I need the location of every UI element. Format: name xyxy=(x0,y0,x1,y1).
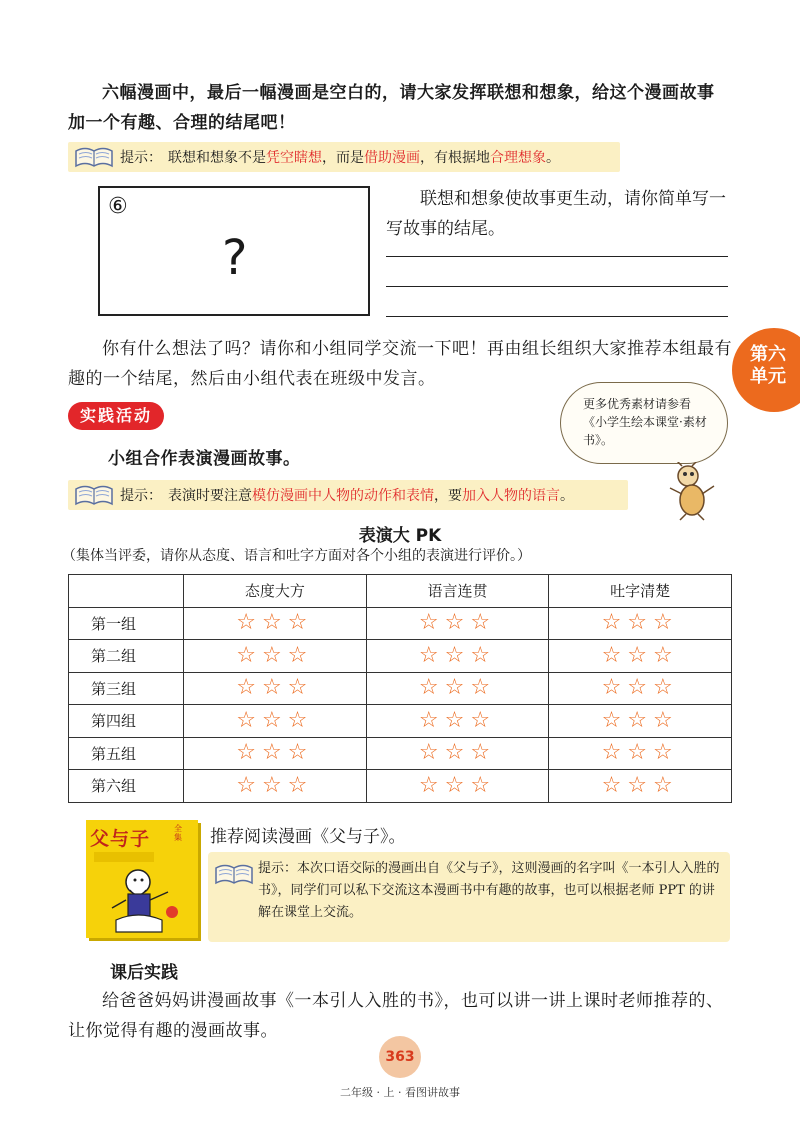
book-icon xyxy=(74,483,114,507)
star-rating-icon[interactable]: ☆☆☆ xyxy=(601,642,679,668)
star-rating-icon[interactable]: ☆☆☆ xyxy=(236,707,314,733)
writing-line[interactable] xyxy=(386,286,728,287)
rating-cell xyxy=(366,737,549,770)
rating-cell xyxy=(549,770,732,803)
rating-cell xyxy=(184,607,367,640)
tip-highlight: 合理想象 xyxy=(490,150,546,166)
practice-activity-badge: 实践活动 xyxy=(68,402,164,430)
intro-text: 六幅漫画中，最后一幅漫画是空白的，请大家发挥联想和想象，给这个漫画故事加一个有趣、合理的结尾吧！ xyxy=(68,83,715,133)
tip-label: 提示： xyxy=(120,488,162,504)
rating-table xyxy=(68,574,732,803)
star-rating-icon[interactable]: ☆☆☆ xyxy=(418,740,497,766)
star-rating-icon[interactable]: ☆☆☆ xyxy=(601,707,679,733)
tip-text: ，有根据地 xyxy=(420,150,490,166)
group-name: 第三组 xyxy=(69,672,184,705)
tip-highlight: 凭空瞎想 xyxy=(266,150,322,166)
table-corner xyxy=(69,575,184,608)
tip-bar-performance xyxy=(68,480,628,510)
tip-bar-imagination xyxy=(68,142,620,172)
page-footer: 二年级 · 上 · 看图讲故事 xyxy=(340,1086,460,1099)
tip-label: 提示： xyxy=(258,861,298,876)
star-rating-icon[interactable]: ☆☆☆ xyxy=(418,642,497,668)
book-icon xyxy=(74,145,114,169)
rating-cell xyxy=(549,737,732,770)
star-rating-icon[interactable]: ☆☆☆ xyxy=(418,675,497,701)
page-number: 363 xyxy=(379,1036,421,1078)
rating-cell xyxy=(366,705,549,738)
cover-illustration-icon xyxy=(86,820,198,938)
table-title: 表演大 PK xyxy=(358,526,442,546)
column-header: 态度大方 xyxy=(184,575,367,608)
unit-tab-line: 第六 xyxy=(750,344,786,365)
writing-line[interactable] xyxy=(386,256,728,257)
star-rating-icon[interactable]: ☆☆☆ xyxy=(601,675,679,701)
rating-cell xyxy=(184,770,367,803)
rating-cell xyxy=(549,705,732,738)
writing-prompt: 联想和想象使故事更生动，请你简单写一写故事的结尾。 xyxy=(386,189,726,239)
bubble-text: 更多优秀素材请参看《小学生绘本课堂·素材书》。 xyxy=(583,397,707,447)
rating-cell xyxy=(549,640,732,673)
tip-highlight: 模仿漫画中人物的动作和表情 xyxy=(252,488,434,504)
after-class-text: 给爸爸妈妈讲漫画故事《一本引人入胜的书》，也可以讲一讲上课时老师推荐的、让你觉得有趣的漫画故事。 xyxy=(68,991,724,1041)
speech-bubble xyxy=(560,382,728,464)
rating-cell xyxy=(184,737,367,770)
star-rating-icon[interactable]: ☆☆☆ xyxy=(236,642,314,668)
blank-comic-panel xyxy=(98,186,370,316)
rating-cell xyxy=(549,607,732,640)
book-cover-image xyxy=(86,820,198,938)
tip-text: 。 xyxy=(546,150,560,166)
column-header: 吐字清楚 xyxy=(549,575,732,608)
tip-highlight: 加入人物的语言 xyxy=(462,488,560,504)
after-class-heading: 课后实践 xyxy=(110,963,178,983)
star-rating-icon[interactable]: ☆☆☆ xyxy=(418,610,497,636)
discussion-text: 你有什么想法了吗？请你和小组同学交流一下吧！再由组长组织大家推荐本组最有趣的一个结尾，然后由小组代表在班级中发言。 xyxy=(68,339,732,389)
table-note: （集体当评委，请你从态度、语言和吐字方面对各个小组的表演进行评价。） xyxy=(62,548,531,564)
book-icon xyxy=(214,862,254,886)
tip-label: 提示： xyxy=(120,150,162,166)
table-row xyxy=(69,607,732,640)
group-name: 第五组 xyxy=(69,737,184,770)
rating-cell xyxy=(366,770,549,803)
table-row xyxy=(69,770,732,803)
star-rating-icon[interactable]: ☆☆☆ xyxy=(236,610,314,636)
tip-text: ，而是 xyxy=(322,150,364,166)
group-name: 第六组 xyxy=(69,770,184,803)
tip-text: ，要 xyxy=(434,488,462,504)
table-row xyxy=(69,672,732,705)
table-row xyxy=(69,737,732,770)
rating-cell xyxy=(184,672,367,705)
star-rating-icon[interactable]: ☆☆☆ xyxy=(236,675,314,701)
practice-task-text: 小组合作表演漫画故事。 xyxy=(108,449,301,469)
group-name: 第一组 xyxy=(69,607,184,640)
table-header-row xyxy=(69,575,732,608)
rating-cell xyxy=(366,607,549,640)
star-rating-icon[interactable]: ☆☆☆ xyxy=(601,740,679,766)
star-rating-icon[interactable]: ☆☆☆ xyxy=(236,772,314,798)
tip-text: 本次口语交际的漫画出自《父与子》，这则漫画的名字叫《一本引人入胜的书》，同学们可以私下交流这本漫画书中有趣的故事，也可以根据老师 PPT 的讲解在课堂上交流。 xyxy=(258,861,720,920)
tip-text: 。 xyxy=(560,488,574,504)
tip-text: 表演时要注意 xyxy=(168,488,252,504)
practice-task xyxy=(108,444,301,474)
book-cover-subtitle: 全集 xyxy=(174,824,182,842)
tip-text: 联想和想象不是 xyxy=(168,150,266,166)
unit-tab-line: 单元 xyxy=(750,366,786,387)
table-row xyxy=(69,705,732,738)
writing-line[interactable] xyxy=(386,316,728,317)
group-name: 第四组 xyxy=(69,705,184,738)
panel-number: ⑥ xyxy=(108,194,128,219)
star-rating-icon[interactable]: ☆☆☆ xyxy=(601,610,679,636)
rating-cell xyxy=(366,672,549,705)
star-rating-icon[interactable]: ☆☆☆ xyxy=(418,772,497,798)
rating-cell xyxy=(366,640,549,673)
star-rating-icon[interactable]: ☆☆☆ xyxy=(601,772,679,798)
question-mark: ? xyxy=(222,230,248,286)
cartoon-bug-icon xyxy=(664,462,724,522)
unit-tab xyxy=(732,328,800,412)
tip-highlight: 借助漫画 xyxy=(364,150,420,166)
intro-paragraph xyxy=(68,78,730,138)
rating-cell xyxy=(549,672,732,705)
star-rating-icon[interactable]: ☆☆☆ xyxy=(418,707,497,733)
star-rating-icon[interactable]: ☆☆☆ xyxy=(236,740,314,766)
table-row xyxy=(69,640,732,673)
group-name: 第二组 xyxy=(69,640,184,673)
column-header: 语言连贯 xyxy=(366,575,549,608)
tip-box-book xyxy=(208,852,730,942)
rating-cell xyxy=(184,640,367,673)
book-cover-title: 父与子 xyxy=(90,828,151,850)
rating-cell xyxy=(184,705,367,738)
recommend-reading: 推荐阅读漫画《父与子》。 xyxy=(210,827,406,847)
